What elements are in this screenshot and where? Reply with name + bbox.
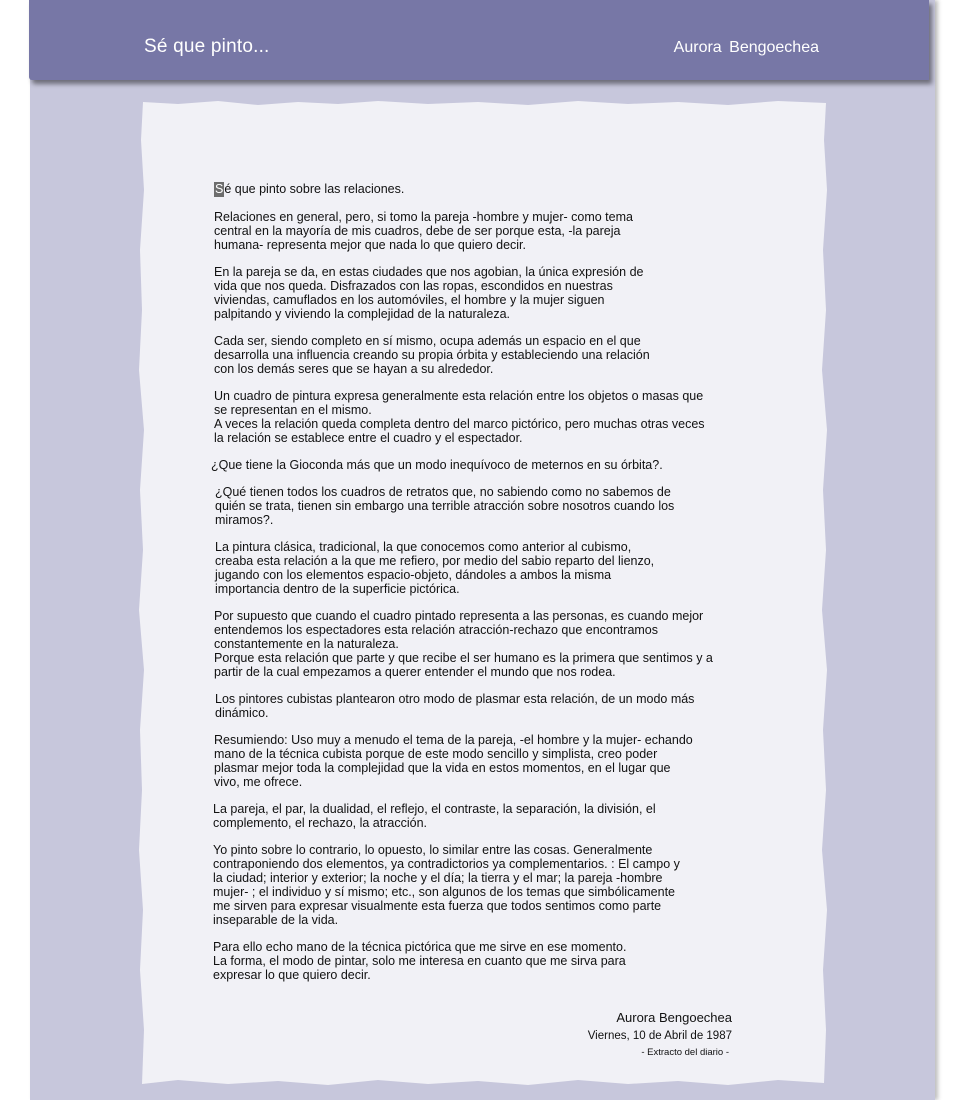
- paragraph: Los pintores cubistas plantearon otro modo de plasmar esta relación, de un modo más dinámico.: [215, 692, 695, 720]
- site-title[interactable]: Sé que pinto...: [144, 36, 270, 57]
- article-body: [211, 182, 779, 995]
- paragraph: ¿Que tiene la Gioconda más que un modo inequívoco de meternos en su órbita?.: [211, 458, 663, 472]
- signature-name: Aurora Bengoechea: [616, 1010, 732, 1025]
- paragraph: Para ello echo mano de la técnica pictórica que me sirve en ese momento. La forma, el modo de pintar, solo me interesa en cuanto que me sirva para expresar lo que quiero decir.: [213, 940, 627, 982]
- paper-sheet: [138, 100, 828, 1086]
- paragraph: Relaciones en general, pero, si tomo la pareja -hombre y mujer- como tema central en la mayoría de mis cuadros, debe de ser porque esta, -la pareja humana- representa mejor que nada lo que quiero decir.: [214, 210, 633, 252]
- signature-block: [588, 1010, 732, 1058]
- paragraph: Un cuadro de pintura expresa generalmente esta relación entre los objetos o masas que se representan en el mismo. A veces la relación queda completa dentro del marco pictórico, pero muchas otras veces la relación se establece entre el cuadro y el espectador.: [214, 389, 705, 445]
- paragraph: Por supuesto que cuando el cuadro pintado representa a las personas, es cuando mejor entendemos los espectadores esta relación atracción-rechazo que encontramos constantemente en la naturaleza. Porque esta relación que parte y que recibe el ser humano es la primera que sentimos y a partir de la cual empezamos a querer entender el mundo que nos rodea.: [214, 609, 713, 679]
- paragraph: ¿Qué tienen todos los cuadros de retratos que, no sabiendo como no sabemos de quién se trata, tienen sin embargo una terrible atracción sobre nosotros cuando los miramos?.: [215, 485, 675, 527]
- signature-note: - Extracto del diario -: [641, 1047, 729, 1058]
- paragraph: En la pareja se da, en estas ciudades que nos agobian, la única expresión de vida que nos queda. Disfrazados con las ropas, escondidos en nuestras viviendas, camuflados en los automóviles, el hombre y la mujer siguen palpitando y viviendo la complejidad de la naturaleza.: [214, 265, 644, 321]
- paragraph: Resumiendo: Uso muy a menudo el tema de la pareja, -el hombre y la mujer- echando mano de la técnica cubista porque de este modo sencillo y simplista, creo poder plasmar mejor toda la complejidad que la vida en estos momentos, en el lugar que vivo, me ofrece.: [214, 733, 693, 789]
- author-name[interactable]: Aurora Bengoechea: [673, 39, 819, 56]
- paragraph: Yo pinto sobre lo contrario, lo opuesto, lo similar entre las cosas. Generalmente contraponiendo dos elementos, ya contradictorios ya complementarios. : El campo y la ciudad; interior y exterior; la noche y el día; la tierra y el mar; la pareja -hombre mujer- ; el individuo y sí mismo; etc., son algunos de los temas que simbólicamente me sirven para expresar visualmente esta fuerza que todos sentimos como parte inseparable de la vida.: [213, 843, 680, 927]
- drop-cap: S: [215, 182, 224, 196]
- intro-text: é que pinto sobre las relaciones.: [224, 182, 405, 196]
- article-intro: [214, 182, 779, 197]
- site-header: [29, 0, 929, 80]
- paragraph: La pareja, el par, la dualidad, el reflejo, el contraste, la separación, la división, el complemento, el rechazo, la atracción.: [213, 802, 656, 830]
- signature-date: Viernes, 10 de Abril de 1987: [587, 1030, 732, 1042]
- paragraph: La pintura clásica, tradicional, la que conocemos como anterior al cubismo, creaba esta relación a la que me refiero, por medio del sabio reparto del lienzo, jugando con los elementos espacio-objeto, dándoles a ambos la misma importancia dentro de la superficie pictórica.: [215, 540, 655, 596]
- paragraph: Cada ser, siendo completo en sí mismo, ocupa además un espacio en el que desarrolla una influencia creando su propia órbita y estableciendo una relación con los demás seres que se hayan a su alrededor.: [214, 334, 650, 376]
